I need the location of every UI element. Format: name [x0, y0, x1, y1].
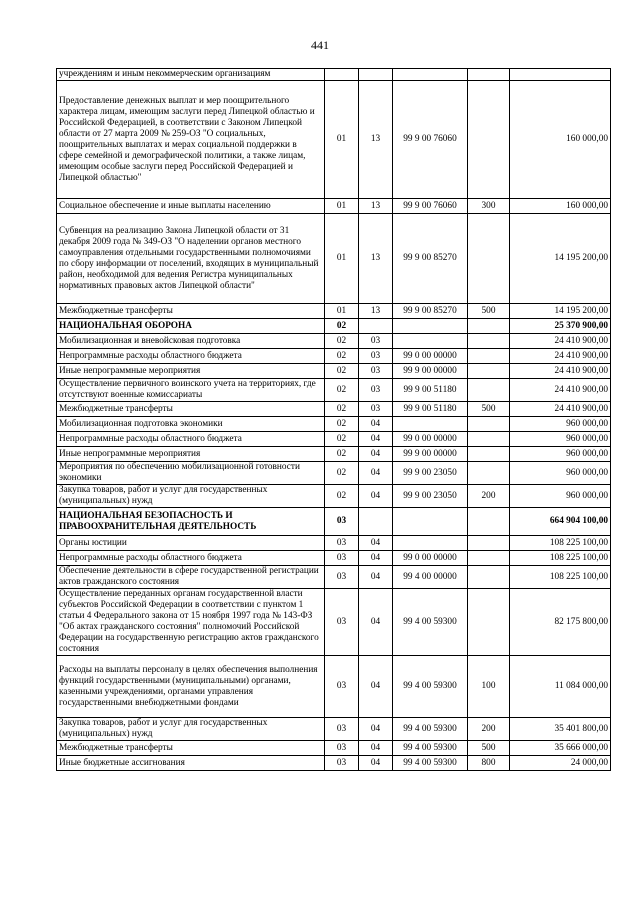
row-target-article-code: [393, 319, 468, 334]
table-row: [57, 334, 611, 349]
row-section-code: 03: [325, 508, 359, 536]
row-subsection-code: 03: [359, 379, 393, 402]
row-amount: [510, 69, 611, 81]
row-name: Обеспечение деятельности в сфере государственной регистрации актов гражданского состояния: [57, 566, 325, 589]
row-expense-type-code: [468, 417, 510, 432]
table-row: [57, 402, 611, 417]
table-row: [57, 432, 611, 447]
table-row: [57, 69, 611, 81]
row-name: Непрограммные расходы областного бюджета: [57, 551, 325, 566]
row-expense-type-code: 200: [468, 485, 510, 508]
row-subsection-code: 13: [359, 81, 393, 199]
table-row: [57, 566, 611, 589]
table-row: [57, 741, 611, 756]
row-amount: 960 000,00: [510, 462, 611, 485]
row-amount: 24 000,00: [510, 756, 611, 771]
page-number: 441: [311, 38, 329, 52]
row-target-article-code: 99 9 00 23050: [393, 462, 468, 485]
row-target-article-code: 99 0 00 00000: [393, 551, 468, 566]
table-row: [57, 508, 611, 536]
row-name: Осуществление первичного воинского учета на территориях, где отсутствуют военные комиссариаты: [57, 379, 325, 402]
row-name: Осуществление переданных органам государственной власти субъектов Российской Федерации в соответствии с пунктом 1 статьи 4 Федерального закона от 15 ноября 1997 года № 143-ФЗ "Об актах гражданского состояния" полномочий Российской Федерации на государственную регистрацию актов гражданского состояния: [57, 589, 325, 656]
row-target-article-code: 99 9 00 51180: [393, 402, 468, 417]
row-section-code: 02: [325, 462, 359, 485]
row-expense-type-code: 100: [468, 656, 510, 718]
row-section-code: 03: [325, 718, 359, 741]
row-section-code: 02: [325, 319, 359, 334]
row-amount: 960 000,00: [510, 432, 611, 447]
row-section-code: 02: [325, 349, 359, 364]
row-name: Закупка товаров, работ и услуг для государственных (муниципальных) нужд: [57, 485, 325, 508]
row-section-code: 01: [325, 199, 359, 214]
row-section-code: 03: [325, 536, 359, 551]
table-row: [57, 364, 611, 379]
row-target-article-code: 99 4 00 59300: [393, 589, 468, 656]
row-subsection-code: 04: [359, 447, 393, 462]
row-name: Мероприятия по обеспечению мобилизационной готовности экономики: [57, 462, 325, 485]
row-target-article-code: 99 9 00 76060: [393, 199, 468, 214]
row-name: Межбюджетные трансферты: [57, 304, 325, 319]
table-row: [57, 417, 611, 432]
row-target-article-code: [393, 69, 468, 81]
row-amount: 35 666 000,00: [510, 741, 611, 756]
row-subsection-code: 04: [359, 432, 393, 447]
row-expense-type-code: [468, 462, 510, 485]
row-subsection-code: 04: [359, 756, 393, 771]
row-subsection-code: 03: [359, 349, 393, 364]
row-name: Иные непрограммные мероприятия: [57, 447, 325, 462]
row-name: Социальное обеспечение и иные выплаты населению: [57, 199, 325, 214]
row-subsection-code: 03: [359, 334, 393, 349]
table-row: [57, 718, 611, 741]
row-name: Органы юстиции: [57, 536, 325, 551]
budget-table-body: [57, 69, 611, 771]
row-section-code: 03: [325, 756, 359, 771]
row-subsection-code: 04: [359, 417, 393, 432]
row-name: Межбюджетные трансферты: [57, 402, 325, 417]
row-expense-type-code: [468, 69, 510, 81]
row-expense-type-code: [468, 349, 510, 364]
row-target-article-code: 99 4 00 59300: [393, 756, 468, 771]
row-section-code: 03: [325, 656, 359, 718]
row-subsection-code: 04: [359, 462, 393, 485]
table-row: [57, 319, 611, 334]
row-target-article-code: 99 9 00 76060: [393, 81, 468, 199]
row-target-article-code: 99 4 00 59300: [393, 656, 468, 718]
row-section-code: 01: [325, 214, 359, 304]
row-target-article-code: 99 9 00 23050: [393, 485, 468, 508]
row-expense-type-code: [468, 81, 510, 199]
row-section-code: 02: [325, 379, 359, 402]
row-amount: 11 084 000,00: [510, 656, 611, 718]
row-amount: 108 225 100,00: [510, 536, 611, 551]
row-subsection-code: 04: [359, 536, 393, 551]
row-target-article-code: [393, 508, 468, 536]
row-expense-type-code: [468, 447, 510, 462]
row-section-code: 01: [325, 81, 359, 199]
row-name: Предоставление денежных выплат и мер поощрительного характера лицам, имеющим заслуги перед Липецкой областью и Российской Федерацией, в соответствии с Законом Липецкой области от 27 марта 2009 № 259-ОЗ "О социальных, поощрительных выплатах и мерах социальной поддержки в сфере семейной и демографической политики, а также лицам, имеющим особые заслуги перед Российской Федерацией и Липецкой областью": [57, 81, 325, 199]
row-target-article-code: [393, 334, 468, 349]
row-name: Непрограммные расходы областного бюджета: [57, 349, 325, 364]
row-section-code: 02: [325, 432, 359, 447]
table-row: [57, 656, 611, 718]
row-target-article-code: 99 9 00 85270: [393, 304, 468, 319]
table-row: [57, 447, 611, 462]
row-expense-type-code: [468, 334, 510, 349]
row-expense-type-code: [468, 508, 510, 536]
table-row: [57, 485, 611, 508]
row-amount: 24 410 900,00: [510, 379, 611, 402]
row-section-code: 01: [325, 304, 359, 319]
row-name: Субвенция на реализацию Закона Липецкой области от 31 декабря 2009 года № 349-ОЗ "О наделении органов местного самоуправления отдельными государственными полномочиями по сбору информации от поселений, входящих в муниципальный район, необходимой для ведения Регистра муниципальных нормативных правовых актов Липецкой области": [57, 214, 325, 304]
row-subsection-code: 04: [359, 485, 393, 508]
row-expense-type-code: [468, 364, 510, 379]
row-expense-type-code: 800: [468, 756, 510, 771]
row-target-article-code: 99 9 00 85270: [393, 214, 468, 304]
row-amount: 82 175 800,00: [510, 589, 611, 656]
row-target-article-code: 99 0 00 00000: [393, 349, 468, 364]
row-name: Иные бюджетные ассигнования: [57, 756, 325, 771]
table-row: [57, 304, 611, 319]
table-row: [57, 551, 611, 566]
table-row: [57, 214, 611, 304]
row-section-code: 03: [325, 741, 359, 756]
row-subsection-code: 04: [359, 741, 393, 756]
row-amount: 24 410 900,00: [510, 402, 611, 417]
row-name: Расходы на выплаты персоналу в целях обеспечения выполнения функций государственными (муниципальными) органами, казенными учреждениями, органами управления государственными внебюджетными фондами: [57, 656, 325, 718]
row-expense-type-code: 300: [468, 199, 510, 214]
row-target-article-code: 99 9 00 51180: [393, 379, 468, 402]
table-row: [57, 589, 611, 656]
row-section-code: 02: [325, 447, 359, 462]
row-subsection-code: 04: [359, 718, 393, 741]
row-subsection-code: 04: [359, 566, 393, 589]
row-amount: 960 000,00: [510, 485, 611, 508]
row-amount: 960 000,00: [510, 417, 611, 432]
row-target-article-code: [393, 536, 468, 551]
row-subsection-code: 03: [359, 364, 393, 379]
row-amount: 108 225 100,00: [510, 551, 611, 566]
row-expense-type-code: [468, 214, 510, 304]
row-expense-type-code: 500: [468, 741, 510, 756]
row-amount: 35 401 800,00: [510, 718, 611, 741]
row-expense-type-code: [468, 566, 510, 589]
row-section-code: 02: [325, 364, 359, 379]
row-target-article-code: 99 9 00 00000: [393, 447, 468, 462]
row-section-code: 02: [325, 334, 359, 349]
row-target-article-code: 99 0 00 00000: [393, 432, 468, 447]
row-subsection-code: 03: [359, 402, 393, 417]
table-row: [57, 536, 611, 551]
row-target-article-code: [393, 417, 468, 432]
row-section-code: 03: [325, 566, 359, 589]
row-target-article-code: 99 4 00 59300: [393, 741, 468, 756]
row-amount: 960 000,00: [510, 447, 611, 462]
row-subsection-code: [359, 319, 393, 334]
row-section-code: 02: [325, 402, 359, 417]
row-expense-type-code: [468, 319, 510, 334]
row-expense-type-code: [468, 536, 510, 551]
row-amount: 160 000,00: [510, 199, 611, 214]
row-target-article-code: 99 9 00 00000: [393, 364, 468, 379]
budget-table: [56, 68, 611, 771]
row-section-code: 03: [325, 589, 359, 656]
row-subsection-code: 04: [359, 589, 393, 656]
row-name: Мобилизационная и вневойсковая подготовка: [57, 334, 325, 349]
row-subsection-code: 04: [359, 551, 393, 566]
row-name: НАЦИОНАЛЬНАЯ БЕЗОПАСНОСТЬ И ПРАВООХРАНИТЕЛЬНАЯ ДЕЯТЕЛЬНОСТЬ: [57, 508, 325, 536]
row-amount: 160 000,00: [510, 81, 611, 199]
row-amount: 664 904 100,00: [510, 508, 611, 536]
row-name: НАЦИОНАЛЬНАЯ ОБОРОНА: [57, 319, 325, 334]
row-name: Мобилизационная подготовка экономики: [57, 417, 325, 432]
row-section-code: 03: [325, 551, 359, 566]
row-expense-type-code: 200: [468, 718, 510, 741]
table-row: [57, 379, 611, 402]
row-expense-type-code: [468, 551, 510, 566]
row-amount: 24 410 900,00: [510, 364, 611, 379]
row-amount: 14 195 200,00: [510, 214, 611, 304]
row-name: Иные непрограммные мероприятия: [57, 364, 325, 379]
row-subsection-code: 04: [359, 656, 393, 718]
row-section-code: 02: [325, 417, 359, 432]
row-expense-type-code: 500: [468, 304, 510, 319]
row-name: Непрограммные расходы областного бюджета: [57, 432, 325, 447]
row-amount: 24 410 900,00: [510, 349, 611, 364]
row-name: учреждениям и иным некоммерческим организациям: [57, 69, 325, 81]
row-target-article-code: 99 4 00 00000: [393, 566, 468, 589]
row-amount: 108 225 100,00: [510, 566, 611, 589]
row-section-code: 02: [325, 485, 359, 508]
row-subsection-code: [359, 508, 393, 536]
row-name: Закупка товаров, работ и услуг для государственных (муниципальных) нужд: [57, 718, 325, 741]
row-amount: 24 410 900,00: [510, 334, 611, 349]
table-row: [57, 199, 611, 214]
row-amount: 25 370 900,00: [510, 319, 611, 334]
row-expense-type-code: [468, 432, 510, 447]
row-amount: 14 195 200,00: [510, 304, 611, 319]
row-expense-type-code: 500: [468, 402, 510, 417]
row-name: Межбюджетные трансферты: [57, 741, 325, 756]
row-subsection-code: 13: [359, 199, 393, 214]
row-target-article-code: 99 4 00 59300: [393, 718, 468, 741]
table-row: [57, 756, 611, 771]
row-subsection-code: [359, 69, 393, 81]
row-expense-type-code: [468, 589, 510, 656]
table-row: [57, 349, 611, 364]
table-row: [57, 462, 611, 485]
row-section-code: [325, 69, 359, 81]
table-row: [57, 81, 611, 199]
row-subsection-code: 13: [359, 304, 393, 319]
row-subsection-code: 13: [359, 214, 393, 304]
row-expense-type-code: [468, 379, 510, 402]
